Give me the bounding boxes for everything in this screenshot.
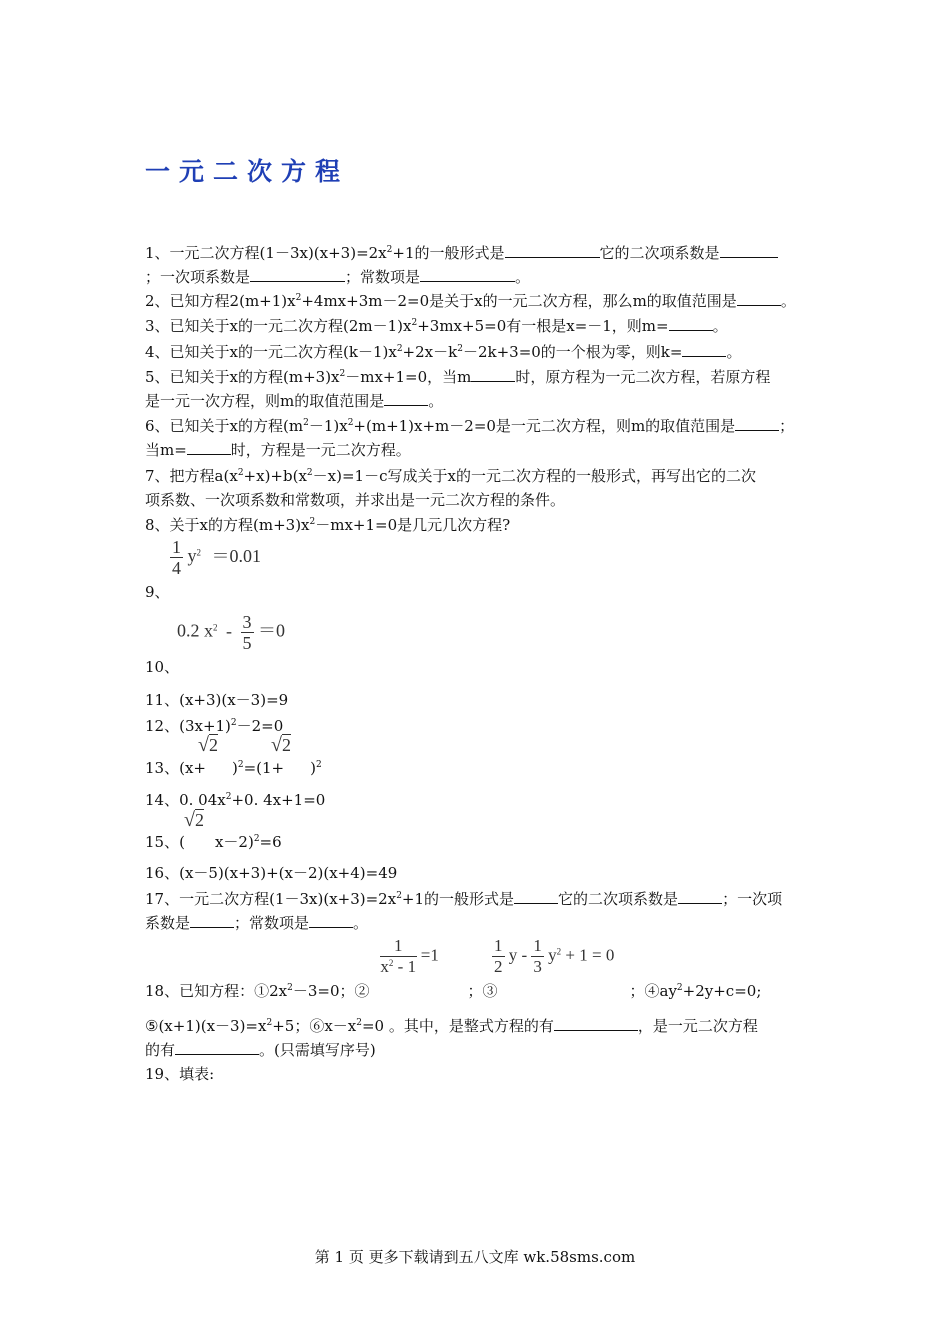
question-5: 5、已知关于x的方程$(m+3)x^2-mx+1=0$，当m 时，原方程为一元二次方程，若原方程 — [145, 368, 771, 386]
question-17-cont: 系数是 ；常数项是 。 — [145, 914, 369, 932]
answer-blank[interactable] — [735, 416, 779, 431]
page-title: 一元二次方程 — [145, 157, 350, 186]
question-7-cont: 项系数、一次项系数和常数项，并求出是一元二次方程的条件。 — [145, 491, 566, 509]
question-15: 15、( x－2)$^2$=6 — [145, 833, 282, 851]
question-11: 11、(x+3)(x－3)=9 — [145, 691, 289, 709]
answer-blank[interactable] — [514, 889, 558, 904]
sqrt-2-c: √2 — [184, 809, 204, 831]
question-12: 12、$(3x+1)^2-2=0$ — [145, 717, 284, 735]
question-17: 17、一元二次方程$(1-3x)(x+3)=2x^2+1$的一般形式是 它的二次项系数是 ；一次项 — [145, 890, 783, 908]
sqrt-2-b: √2 — [271, 734, 291, 756]
answer-blank[interactable] — [669, 316, 713, 331]
question-5-cont: 是一元一次方程，则m的取值范围是 。 — [145, 392, 444, 410]
question-4: 4、已知关于x的一元二次方程$(k-1)x^2+2x-k^2-2k+3=0$的一个根为零，则k= 。 — [145, 343, 742, 361]
question-6-cont: 当m= 时，方程是一元二次方程。 — [145, 441, 411, 459]
answer-blank[interactable] — [678, 889, 722, 904]
question-19: 19、填表: — [145, 1065, 215, 1083]
question-3: 3、已知关于x的一元二次方程$(2m-1)x^2+3mx+5=0$有一根是x=－1，则m= 。 — [145, 317, 728, 335]
sqrt-2-a: √2 — [198, 734, 218, 756]
question-9-label: 9、 — [145, 583, 170, 601]
question-16: 16、(x－5)(x+3)+(x－2)(x+4)=49 — [145, 864, 398, 882]
question-8: 8、关于x的方程$(m+3)x^2-mx+1=0$是几元几次方程? — [145, 516, 511, 534]
answer-blank[interactable] — [420, 267, 515, 282]
question-1-cont: ；一次项系数是 ；常数项是 。 — [145, 268, 531, 286]
equation-9: $\frac{1}{4}$ $y^2 =0.01$ — [172, 537, 261, 578]
question-18-cont: $⑤(x+1)(x-3)=x^2+5$；$⑥x-x^2=0$ 。其中，是整式方程的有 ，是一元二次方程 — [145, 1017, 758, 1035]
answer-blank[interactable] — [720, 243, 778, 258]
question-1: 1、一元二次方程$(1-3x)(x+3)=2x^2+1$的一般形式是 它的二次项系数是 — [145, 241, 778, 265]
answer-blank[interactable] — [175, 1040, 259, 1055]
question-18: 18、已知方程：$①2x^2-3=0$；② ；③ ；$④ay^2+2y+c=0$; — [145, 982, 762, 1000]
question-10-label: 10、 — [145, 658, 180, 676]
equation-18-2: $\frac{1}{x^2 - 1}$ =1 — [380, 936, 439, 976]
answer-blank[interactable] — [187, 440, 231, 455]
question-7: 7、把方程$a(x^2+x)+b(x^2-x)=1-c$写成关于x的一元二次方程的一般形式，再写出它的二次 — [145, 467, 756, 485]
question-18-cont2: 的有 。(只需填写序号) — [145, 1041, 376, 1059]
answer-blank[interactable] — [384, 391, 428, 406]
question-13: 13、$(x+ )^2=(1+ )^2$ — [145, 759, 322, 777]
page-footer: 第 1 页 更多下载请到五八文库 wk.58sms.com — [314, 1248, 636, 1266]
answer-blank[interactable] — [190, 913, 234, 928]
answer-blank[interactable] — [250, 267, 345, 282]
question-6: 6、已知关于x的方程$(m^2-1)x^2+(m+1)x+m-2=0$是一元二次方程，则m的取值范围是 ； — [145, 417, 795, 435]
answer-blank[interactable] — [737, 291, 781, 306]
answer-blank[interactable] — [682, 342, 726, 357]
answer-blank[interactable] — [471, 367, 515, 382]
answer-blank[interactable] — [554, 1016, 638, 1031]
equation-18-3: $\frac{1}{2}$ y - $\frac{1}{3}$ $y^2 + 1 = 0$ — [494, 936, 615, 976]
question-14: 14、0. $04x^2+0$. 4x+1=0 — [145, 791, 326, 809]
answer-blank[interactable] — [505, 243, 600, 258]
question-2: 2、已知方程$2(m+1)x^2+4mx+3m-2=0$是关于x的一元二次方程，那么m的取值范围是 。 — [145, 292, 796, 310]
equation-10: 0.2 $x^2$ - $\frac{3}{5}$ ＝0 — [177, 612, 285, 653]
answer-blank[interactable] — [309, 913, 353, 928]
